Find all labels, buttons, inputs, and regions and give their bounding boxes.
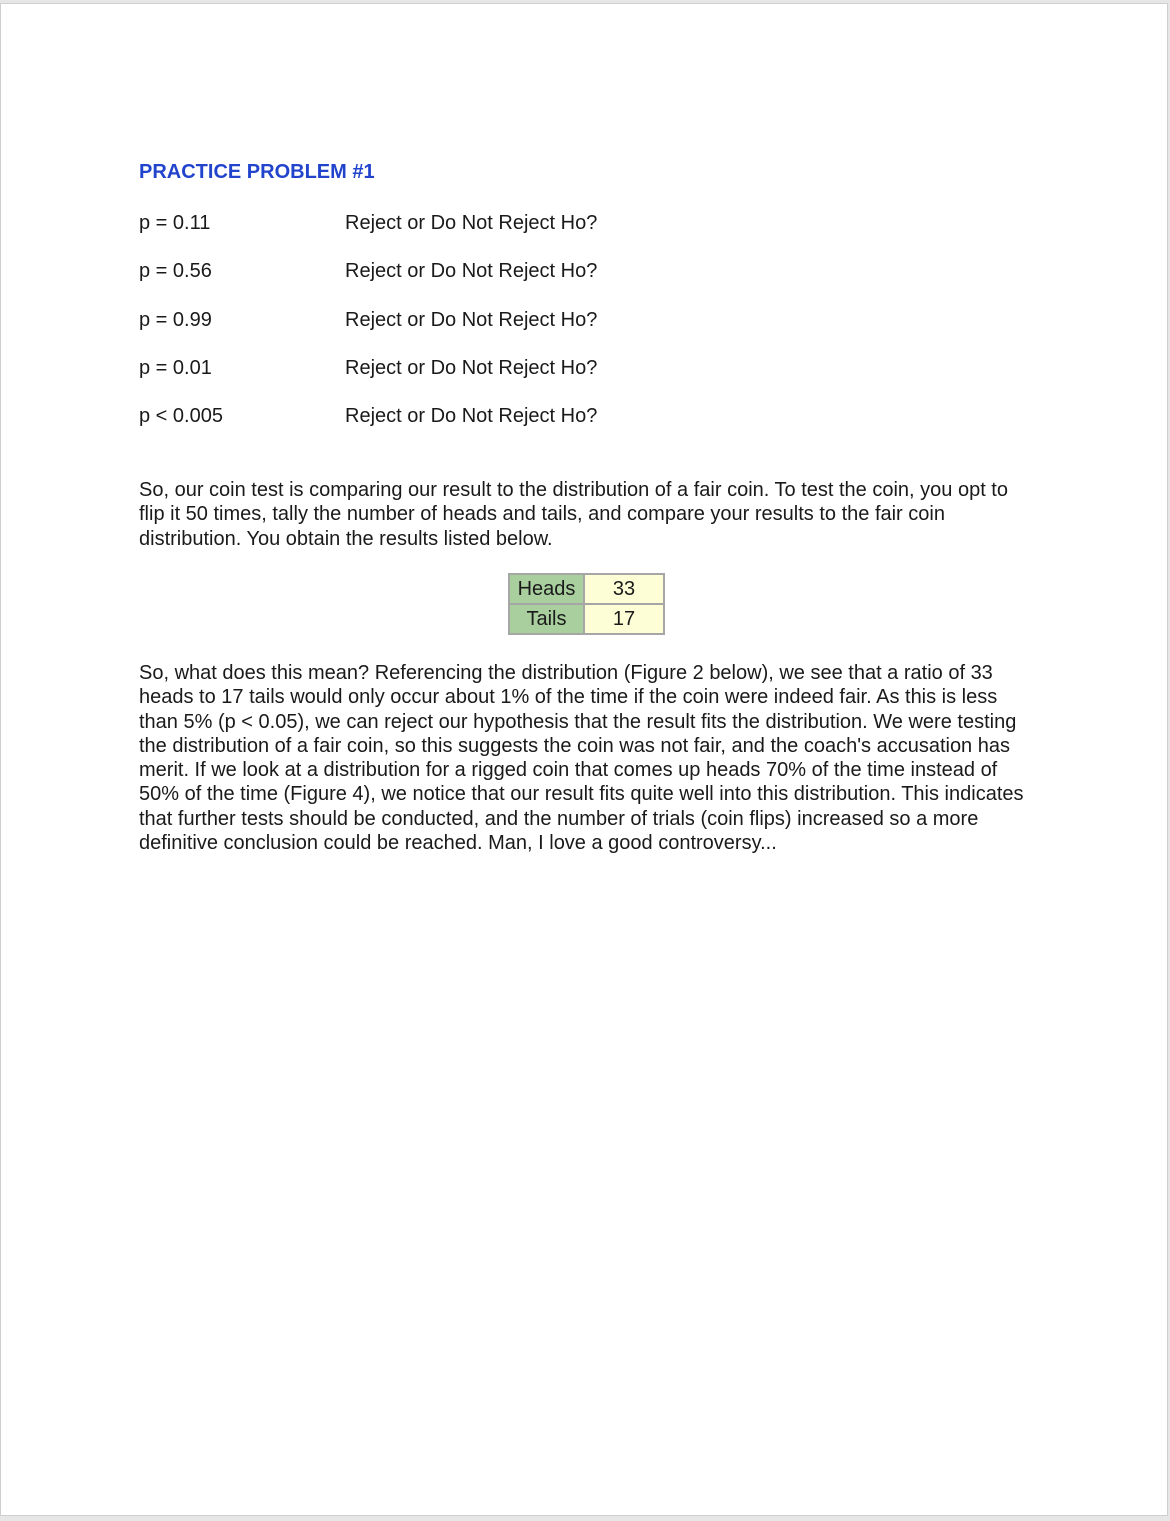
p-value: p = 0.56 <box>139 260 212 282</box>
document-page <box>0 3 1168 1516</box>
results-table <box>508 573 665 635</box>
practice-problem-heading: PRACTICE PROBLEM #1 <box>139 161 375 183</box>
intro-paragraph: So, our coin test is comparing our result to the distribution of a fair coin. To test the coin, you opt to flip it 50 times, tally the number of heads and tails, and compare your results to the fair coin distribution. You obtain the results listed below. <box>139 479 1008 550</box>
p-value: p < 0.005 <box>139 405 223 427</box>
reject-question: Reject or Do Not Reject Ho? <box>345 309 598 331</box>
reject-question: Reject or Do Not Reject Ho? <box>345 212 598 234</box>
heads-label: Heads <box>509 574 584 604</box>
p-value: p = 0.11 <box>139 212 211 234</box>
p-value: p = 0.99 <box>139 309 212 331</box>
p-value: p = 0.01 <box>139 357 212 379</box>
table-row <box>509 604 664 634</box>
tails-count: 17 <box>584 604 664 634</box>
tails-label: Tails <box>509 604 584 634</box>
conclusion-paragraph: So, what does this mean? Referencing the distribution (Figure 2 below), we see that a ratio of 33 heads to 17 tails would only occur about 1% of the time if the coin were indeed fair. As this is less than 5% (p < 0.05), we can reject our hypothesis that the result fits the distribution. We were testing the distribution of a fair coin, so this suggests the coin was not fair, and the coach's accusation has merit. If we look at a distribution for a rigged coin that comes up heads 70% of the time instead of 50% of the time (Figure 4), we notice that our result fits quite well into this distribution. This indicates that further tests should be conducted, and the number of trials (coin flips) increased so a more definitive conclusion could be reached. Man, I love a good controversy... <box>139 662 1024 855</box>
reject-question: Reject or Do Not Reject Ho? <box>345 405 598 427</box>
reject-question: Reject or Do Not Reject Ho? <box>345 260 598 282</box>
heads-count: 33 <box>584 574 664 604</box>
reject-question: Reject or Do Not Reject Ho? <box>345 357 598 379</box>
table-row <box>509 574 664 604</box>
